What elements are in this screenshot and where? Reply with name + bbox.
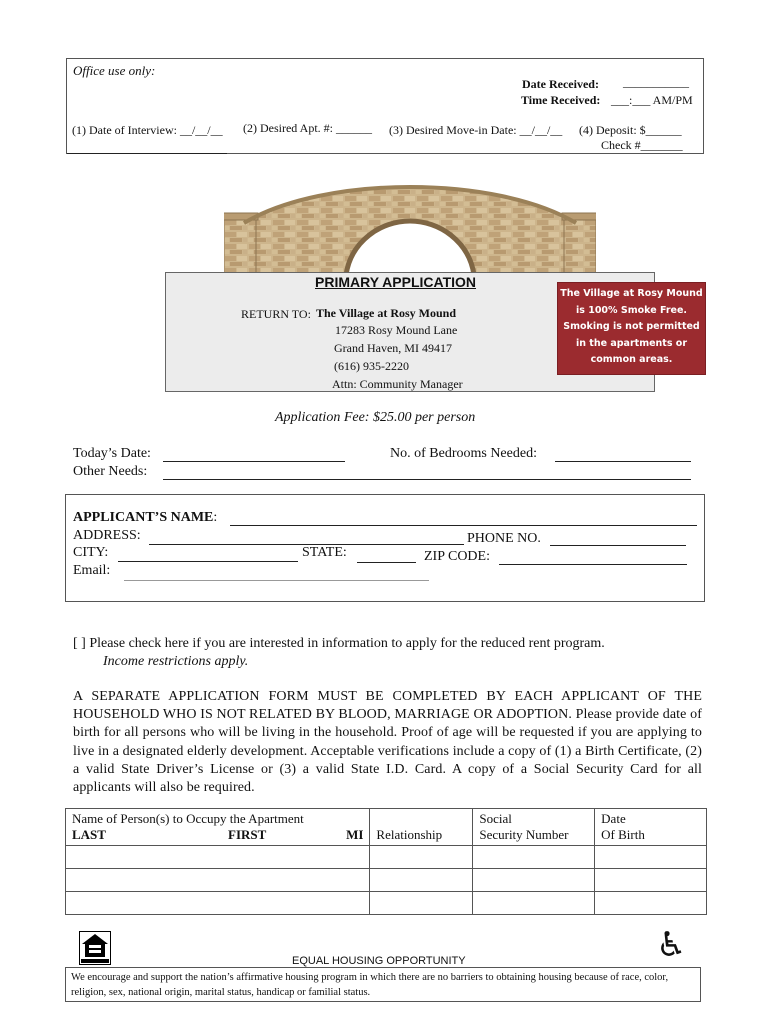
table-row (66, 869, 707, 892)
todays-date-label: Today’s Date: (73, 446, 151, 461)
applicant-name-field[interactable] (230, 525, 697, 526)
footer-statement: We encourage and support the nation’s affirmative housing program in which there are no barriers to obtaining housing because of race, color, religion, sex, national origin, marital status, handicap or familial status. (65, 967, 701, 1002)
name-header-title: Name of Person(s) to Occupy the Apartment (72, 811, 304, 826)
email-label: Email: (73, 563, 111, 578)
reduced-rent-checkbox-line[interactable]: [ ] Please check here if you are interested in information to apply for the reduced rent program. (73, 636, 605, 651)
occupant-dob-cell[interactable] (595, 846, 707, 869)
occupant-name-cell[interactable] (66, 846, 370, 869)
occupants-table (65, 808, 707, 915)
smoke-line-2: is 100% Smoke Free. (575, 304, 688, 316)
ssn-header-line2: Security Number (479, 827, 569, 842)
move-in-date-field[interactable]: (3) Desired Move-in Date: __/__/__ (389, 123, 563, 137)
return-address1: 17283 Rosy Mound Lane (335, 323, 458, 337)
interview-date-field[interactable]: (1) Date of Interview: __/__/__ (72, 123, 223, 137)
smoke-free-notice (557, 282, 706, 375)
occupant-dob-cell[interactable] (595, 869, 707, 892)
relationship-header: Relationship (370, 809, 473, 846)
bedrooms-label: No. of Bedrooms Needed: (390, 446, 537, 461)
applicant-name-label-wrap (73, 510, 217, 526)
separate-application-paragraph: A SEPARATE APPLICATION FORM MUST BE COMPLETED BY EACH APPLICANT OF THE HOUSEHOLD WHO IS NOT RELATED BY BLOOD, MARRIAGE OR ADOPTION. Please provide date of birth for all persons who will be living in the household. Proof of age will be requested if you are applying to live in a designated elderly development. Acceptable verifications include a copy of (1) a Birth Certificate, (2) a valid State Driver’s License or (3) a valid State I.D. Card. A copy of a Social Security Card for all applicants will also be required. (73, 689, 702, 796)
phone-field[interactable] (550, 545, 686, 546)
occupants-header-row (66, 809, 707, 846)
occupant-ssn-cell[interactable] (473, 846, 595, 869)
phone-label: PHONE NO. (467, 531, 541, 546)
return-phone: (616) 935-2220 (334, 359, 409, 373)
smoke-line-1: The Village at Rosy Mound (560, 288, 703, 299)
zip-label: ZIP CODE: (424, 549, 490, 564)
occupant-dob-cell[interactable] (595, 892, 707, 915)
table-row (66, 892, 707, 915)
state-field[interactable] (357, 562, 416, 563)
ssn-header-line1: Social (479, 811, 512, 826)
deposit-field[interactable]: (4) Deposit: $______ (579, 123, 682, 137)
state-label: STATE: (302, 545, 347, 560)
date-received-label: Date Received: (522, 77, 599, 91)
dob-header (595, 809, 707, 846)
mi-header: MI (346, 827, 364, 842)
office-use-box (66, 58, 704, 154)
occupant-name-cell[interactable] (66, 892, 370, 915)
equal-housing-text: EQUAL HOUSING OPPORTUNITY (292, 955, 466, 967)
equal-housing-logo-icon (79, 931, 111, 965)
other-needs-label: Other Needs: (73, 464, 148, 479)
zip-field[interactable] (499, 564, 687, 565)
smoke-line-5: common areas. (590, 354, 673, 365)
occupant-relationship-cell[interactable] (370, 892, 473, 915)
other-needs-field[interactable] (163, 479, 691, 480)
bedrooms-field[interactable] (555, 461, 691, 462)
address-label: ADDRESS: (73, 528, 141, 543)
check-number-field[interactable]: Check #_______ (601, 138, 683, 152)
income-restrictions-note: Income restrictions apply. (103, 654, 249, 669)
application-fee: Application Fee: $25.00 per person (275, 410, 476, 425)
smoke-line-4: in the apartments or (575, 337, 688, 349)
ssn-header (473, 809, 595, 846)
dob-header-line2: Of Birth (601, 827, 645, 842)
occupant-relationship-cell[interactable] (370, 846, 473, 869)
applicant-name-label: APPLICANT’S NAME (73, 510, 214, 525)
time-received-label: Time Received: (521, 93, 601, 107)
city-label: CITY: (73, 545, 109, 560)
occupant-name-cell[interactable] (66, 869, 370, 892)
interview-underline (67, 153, 227, 154)
city-field[interactable] (118, 561, 298, 562)
first-name-header: FIRST (228, 827, 267, 842)
return-address2: Grand Haven, MI 49417 (334, 341, 452, 355)
smoke-line-3: Smoking is not permitted (563, 321, 700, 332)
occupant-relationship-cell[interactable] (370, 869, 473, 892)
table-row (66, 846, 707, 869)
email-field[interactable] (124, 580, 429, 581)
time-received-field[interactable]: ___:___ AM/PM (611, 93, 693, 107)
date-received-field[interactable]: ___________ (623, 75, 689, 89)
primary-application-title: PRIMARY APPLICATION (315, 274, 477, 290)
accessibility-icon: ♿ (656, 925, 687, 965)
return-attn: Attn: Community Manager (332, 377, 463, 391)
stone-bridge-image (224, 183, 596, 275)
return-to-label: RETURN TO: (241, 307, 311, 321)
desired-apt-field[interactable]: (2) Desired Apt. #: ______ (243, 121, 372, 135)
occupant-ssn-cell[interactable] (473, 892, 595, 915)
office-use-label: Office use only: (73, 63, 156, 78)
todays-date-field[interactable] (163, 461, 345, 462)
name-header-cell (66, 809, 370, 846)
last-name-header: LAST (72, 827, 106, 842)
occupant-ssn-cell[interactable] (473, 869, 595, 892)
return-name: The Village at Rosy Mound (316, 306, 457, 320)
dob-header-line1: Date (601, 811, 626, 826)
applicant-name-colon: : (213, 510, 218, 525)
applicant-info-box (65, 494, 705, 602)
